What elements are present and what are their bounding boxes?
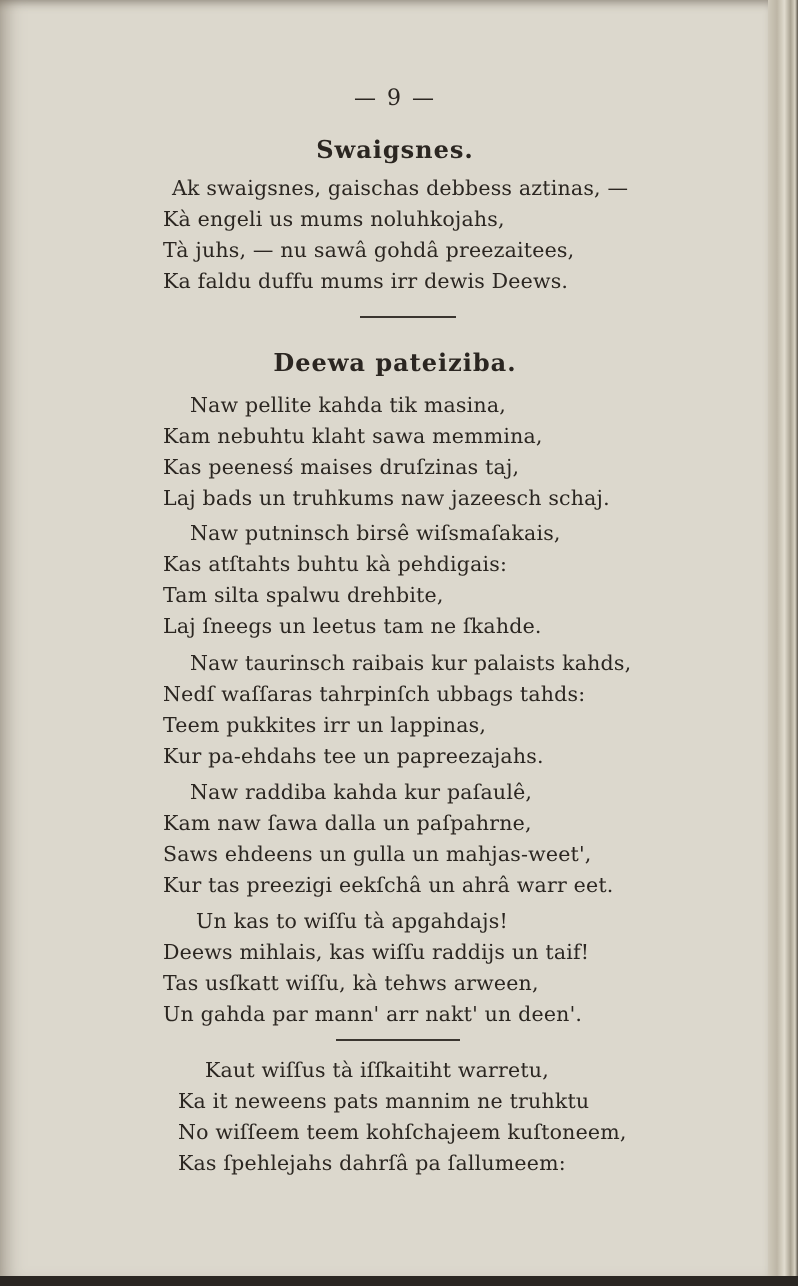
poem-line: Kà engeli us mums noluhkojahs, [163,207,505,231]
poem-line: Tà juhs, — nu sawâ gohdâ preezaitees, [163,238,575,262]
poem-line: Kur tas preezigi eekſchâ un ahrâ warr eet. [163,873,614,897]
poem-line: Naw putninsch birsê wiſsmaſakais, [190,521,561,545]
divider-rule [360,316,456,318]
poem-line: Ak swaigsnes, gaischas debbess aztinas, — [172,176,629,200]
poem-line: Kam nebuhtu klaht sawa memmina, [163,424,543,448]
poem-line: Deews mihlais, kas wiſſu raddijs un taif! [163,940,590,964]
poem-line: Teem pukkites irr un lappinas, [163,713,487,737]
prose-line: Kaut wiſſus tà iſſkaitiht warretu, [205,1058,549,1082]
poem-line: Ka faldu duffu mums irr dewis Deews. [163,269,569,293]
poem-line: Naw taurinsch raibais kur palaists kahds, [190,651,632,675]
divider-rule [336,1039,460,1041]
poem-line: Naw raddiba kahda kur paſaulê, [190,780,533,804]
poem-line: Nedſ waſſaras tahrpinſch ubbags tahds: [163,682,586,706]
poem-line: Laj bads un truhkums naw jazeesch schaj. [163,486,610,510]
bottom-shadow [0,1276,798,1286]
poem-line: Kas atſtahts buhtu kà pehdigais: [163,552,508,576]
prose-line: Ka it neweens pats mannim ne truhktu [178,1089,590,1113]
page-edge [768,0,798,1286]
poem-title-swaigsnes: Swaigsnes. [316,135,474,164]
prose-line: Kas ſpehlejahs dahrſâ pa ſallumeem: [178,1151,566,1175]
poem-line: Tam silta spalwu drehbite, [163,583,444,607]
poem-line: Kam naw ſawa dalla un paſpahrne, [163,811,532,835]
poem-line: Un gahda par mann' arr nakt' un deen'. [163,1002,583,1026]
poem-line: Kur pa-ehdahs tee un papreezajahs. [163,744,544,768]
poem-line: Laj ſneegs un leetus tam ne ſkahde. [163,614,542,638]
prose-line: No wiſſeem teem kohſchajeem kuſtoneem, [178,1120,627,1144]
poem-line: Saws ehdeens un gulla un mahjas-weet', [163,842,592,866]
page-number: — 9 — [354,86,436,111]
poem-title-deewa-pateiziba: Deewa pateiziba. [273,348,517,377]
poem-line: Un kas to wiſſu tà apgahdajs! [196,909,508,933]
poem-line: Naw pellite kahda tik masina, [190,393,506,417]
poem-line: Kas peenesś maises druſzinas taj, [163,455,520,479]
poem-line: Tas usſkatt wiſſu, kà tehws arween, [163,971,539,995]
